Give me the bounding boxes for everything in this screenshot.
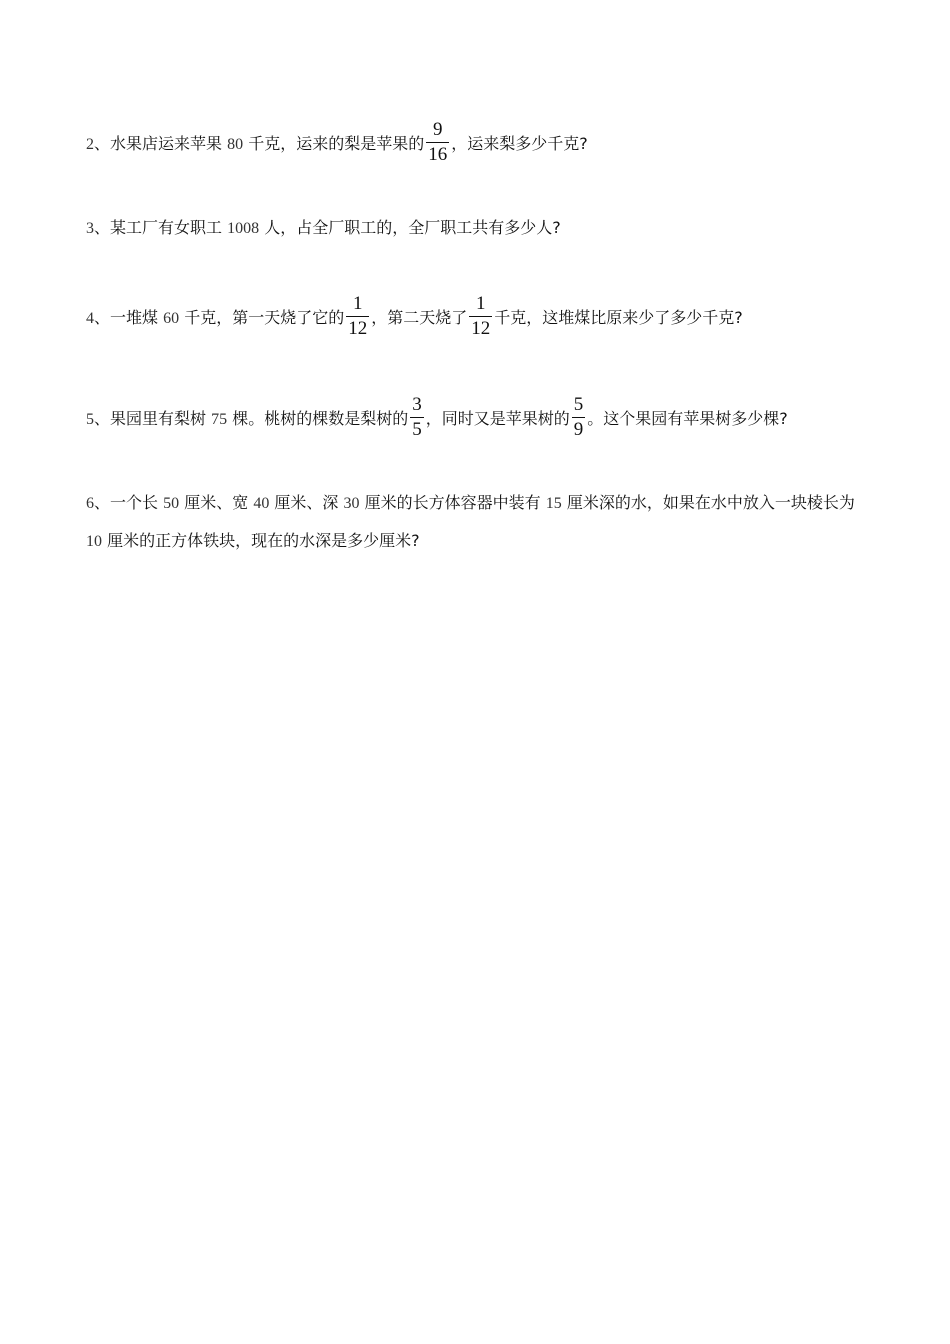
problem-text: 。这个果园有苹果树多少棵? [587,409,788,428]
fraction-numerator: 1 [346,294,369,317]
problem-number: 4 [86,310,94,327]
problem-text: ，运来梨多少千克? [451,134,588,153]
problem-text: 一堆煤 [110,308,159,327]
problem-number: 3 [86,220,94,237]
fraction-denominator: 12 [348,318,368,339]
quantity: 80 [227,136,244,153]
problem-text: 厘米的长方体容器中装有 [364,493,541,512]
problem-text: 厘米的正方体铁块，现在的水深是多少厘米? [107,531,420,550]
quantity: 60 [163,310,180,327]
problem-separator: 、 [94,409,111,428]
fraction [572,395,586,440]
problem-text: 人，占全厂职工的，全厂职工共有多少人? [264,218,561,237]
problem-text: 果园里有梨树 [110,409,207,428]
problem-separator: 、 [94,218,111,237]
problem-number: 6 [86,495,94,512]
quantity: 30 [343,495,360,512]
quantity: 50 [163,495,180,512]
fraction-numerator: 5 [572,395,586,418]
fraction-denominator: 16 [428,144,448,165]
problem-text: 棵。桃树的棵数是梨树的 [232,409,409,428]
quantity: 15 [545,495,562,512]
problem-text: 千克，这堆煤比原来少了多少千克? [494,308,743,327]
problem-text: 某工厂有女职工 [110,218,223,237]
fraction [469,294,492,339]
fraction-numerator: 1 [469,294,492,317]
problem-5 [86,394,866,442]
fraction-denominator: 5 [412,419,422,440]
quantity: 10 [86,533,102,550]
problem-number: 5 [86,411,94,428]
problem-separator: 、 [94,134,111,153]
fraction-numerator: 3 [410,395,424,418]
fraction [426,120,449,165]
quantity: 75 [211,411,228,428]
fraction-denominator: 9 [573,419,584,440]
quantity: 1008 [227,220,260,237]
problem-text: 水果店运来苹果 [110,134,223,153]
problem-text: 厘米深的水，如果在水中放入一块棱长为 [566,493,855,512]
fraction [346,294,369,339]
fraction-numerator: 9 [426,120,449,143]
problem-separator: 、 [94,493,111,512]
problem-number: 2 [86,136,94,153]
problem-text: ，同时又是苹果树的 [425,409,570,428]
problem-text: 一个长 [110,493,159,512]
problem-text: 千克，第一天烧了它的 [184,308,345,327]
fraction [410,395,424,440]
problem-text: 厘米、宽 [184,493,249,512]
problem-text: ，第二天烧了 [371,308,468,327]
problem-4 [86,293,866,341]
problem-6 [86,484,866,560]
problem-text: 千克，运来的梨是苹果的 [248,134,425,153]
problem-separator: 、 [94,308,111,327]
fraction-denominator: 12 [471,318,491,339]
problem-3 [86,211,866,246]
problem-2 [86,119,866,167]
quantity: 40 [253,495,270,512]
problem-text: 厘米、深 [274,493,339,512]
